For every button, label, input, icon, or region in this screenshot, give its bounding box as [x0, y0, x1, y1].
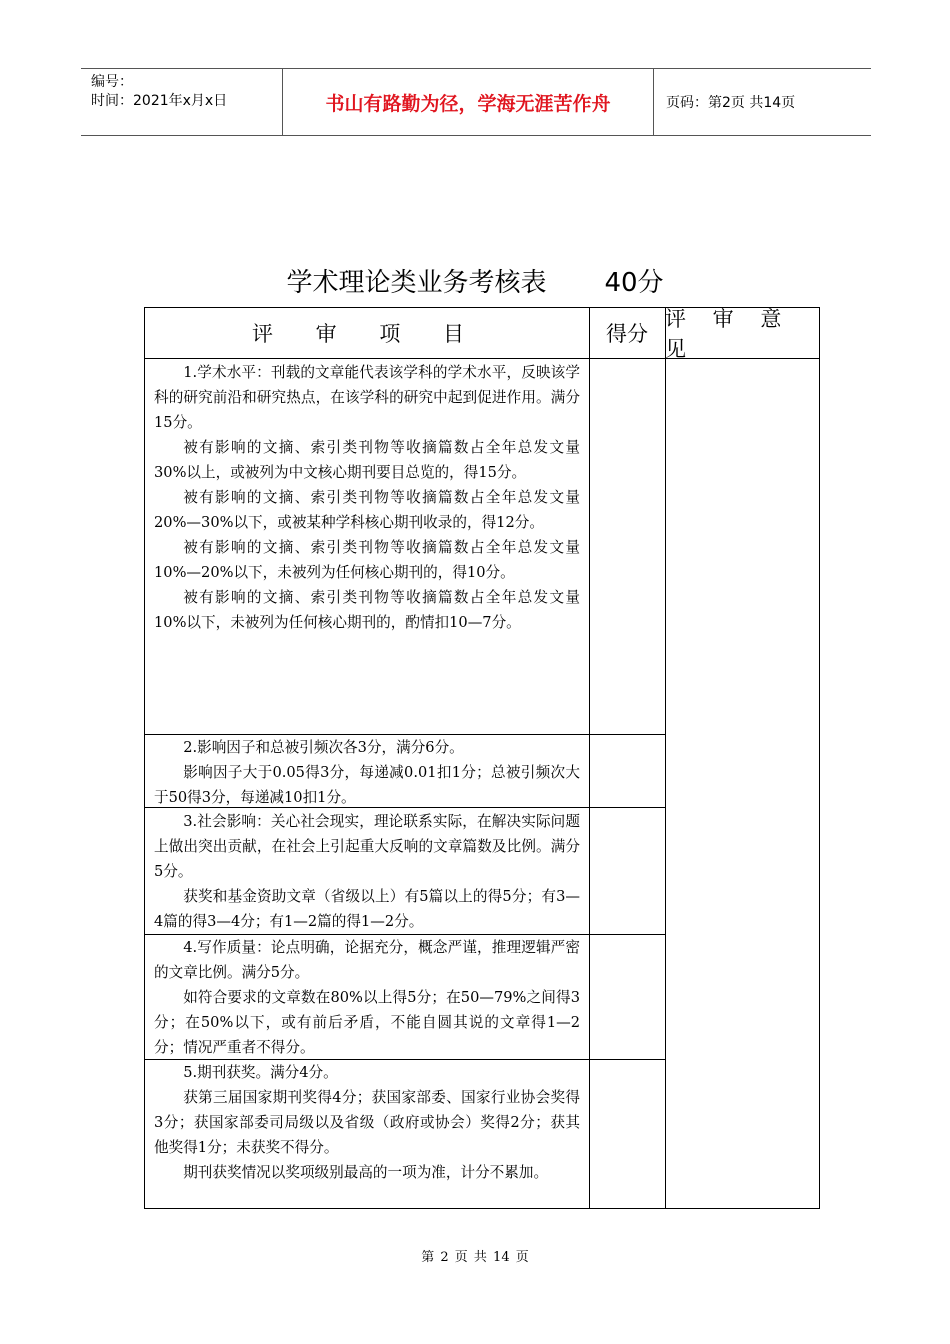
- criteria-paragraph: 被有影响的文摘、索引类刊物等收摘篇数占全年总发文量10%—20%以下，未被列为任何核心期刊的，得10分。: [154, 539, 580, 581]
- criteria-paragraph: 获奖和基金资助文章（省级以上）有5篇以上的得5分；有3—4篇的得3—4分；有1—2篇的得1—2分。: [154, 888, 580, 930]
- page-header: [81, 68, 871, 136]
- header-motto: 书山有路勤为径，学海无涯苦作舟: [283, 69, 654, 135]
- form-title: [0, 262, 950, 299]
- criteria-section-awards: [145, 1060, 589, 1185]
- form-title-text: 学术理论类业务考核表: [286, 268, 547, 298]
- criteria-paragraph: 被有影响的文摘、索引类刊物等收摘篇数占全年总发文量10%以下，未被列为任何核心期刊的，酌情扣10—7分。: [154, 589, 580, 631]
- criteria-paragraph: 如符合要求的文章数在80%以上得5分；在50—79%之间得3分；在50%以下，或有前后矛盾，不能自圆其说的文章得1—2分；情况严重者不得分。: [154, 989, 580, 1056]
- criteria-paragraph: 期刊获奖情况以奖项级别最高的一项为准，计分不累加。: [183, 1164, 549, 1181]
- form-title-points: 40分: [604, 268, 664, 298]
- column-header-item: 评 审 项 目: [251, 322, 483, 346]
- criteria-paragraph: 5.期刊获奖。满分4分。: [183, 1064, 338, 1081]
- criteria-section-impact-factor: [145, 735, 589, 810]
- document-time-label: 时间：2021年x月x日: [91, 93, 228, 109]
- criteria-paragraph: 被有影响的文摘、索引类刊物等收摘篇数占全年总发文量30%以上，或被列为中文核心期刊要目总览的，得15分。: [154, 439, 580, 481]
- criteria-paragraph: 3.社会影响：关心社会现实，理论联系实际，在解决实际问题上做出突出贡献，在社会上引起重大反响的文章篇数及比例。满分5分。: [154, 813, 580, 880]
- assessment-table: [144, 307, 820, 1209]
- column-header-score: 得分: [606, 322, 648, 346]
- criteria-paragraph: 影响因子大于0.05得3分，每递减0.01扣1分；总被引频次大于50得3分，每递减10扣1分。: [154, 764, 580, 806]
- criteria-paragraph: 获第三届国家期刊奖得4分；获国家部委、国家行业协会奖得3分；获国家部委司局级以及省级（政府或协会）奖得2分；获其他奖得1分；未获奖不得分。: [154, 1089, 580, 1156]
- criteria-paragraph: 2.影响因子和总被引频次各3分，满分6分。: [183, 739, 464, 756]
- criteria-paragraph: 1.学术水平：刊载的文章能代表该学科的学术水平，反映该学科的研究前沿和研究热点，在该学科的研究中起到促进作用。满分15分。: [154, 364, 580, 431]
- header-page-label: 页码：第2页 共14页: [666, 95, 796, 111]
- criteria-section-writing-quality: [145, 935, 589, 1060]
- criteria-paragraph: 4.写作质量：论点明确，论据充分，概念严谨，推理逻辑严密的文章比例。满分5分。: [154, 939, 580, 981]
- column-divider: [589, 308, 590, 1208]
- column-divider: [665, 308, 666, 1208]
- criteria-section-academic-level: [145, 360, 589, 635]
- page-footer: 第 2 页 共 14 页: [421, 1250, 529, 1265]
- document-number-label: 编号：: [91, 74, 133, 90]
- header-meta: [81, 69, 283, 135]
- criteria-paragraph: 被有影响的文摘、索引类刊物等收摘篇数占全年总发文量20%—30%以下，或被某种学科核心期刊收录的，得12分。: [154, 489, 580, 531]
- column-header-opinion: 评 审 意 见: [665, 307, 792, 361]
- criteria-section-social-impact: [145, 809, 589, 934]
